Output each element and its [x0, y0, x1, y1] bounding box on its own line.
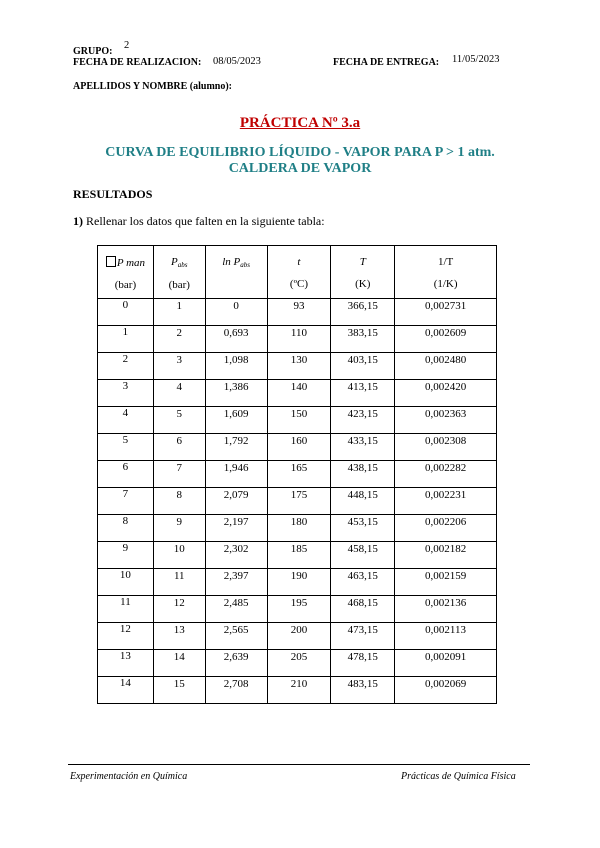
cell-ln-p-abs: 2,708	[205, 677, 267, 704]
header-inverse-t-unit: (1/K)	[433, 278, 458, 290]
cell-inverse-t: 0,002069	[395, 677, 497, 704]
cell-ln-p-abs: 0,693	[205, 326, 267, 353]
cell-p-man: 6	[98, 461, 154, 488]
subtitle-line-1: CURVA DE EQUILIBRIO LÍQUIDO - VAPOR PARA P > 1 atm.	[105, 145, 495, 160]
instruction	[73, 214, 325, 229]
cell-inverse-t: 0,002282	[395, 461, 497, 488]
table-row	[98, 353, 497, 380]
header-ln-p-abs-sub: abs	[240, 261, 250, 269]
table-row	[98, 515, 497, 542]
cell-inverse-t: 0,002206	[395, 515, 497, 542]
cell-p-man: 0	[98, 299, 154, 326]
header-p-abs-unit: (bar)	[168, 279, 190, 291]
cell-t-kelvin: 403,15	[331, 353, 395, 380]
cell-ln-p-abs: 2,197	[205, 515, 267, 542]
cell-ln-p-abs: 2,639	[205, 650, 267, 677]
instruction-number: 1)	[73, 214, 83, 228]
cell-t-celsius: 150	[267, 407, 331, 434]
cell-inverse-t: 0,002091	[395, 650, 497, 677]
cell-t-kelvin: 423,15	[331, 407, 395, 434]
cell-p-man: 2	[98, 353, 154, 380]
cell-ln-p-abs: 1,946	[205, 461, 267, 488]
header-inverse-t-text: 1/T	[437, 256, 454, 268]
cell-ln-p-abs: 1,792	[205, 434, 267, 461]
table-row	[98, 596, 497, 623]
table-row	[98, 380, 497, 407]
cell-p-abs: 13	[153, 623, 205, 650]
cell-t-celsius: 190	[267, 569, 331, 596]
cell-ln-p-abs: 1,609	[205, 407, 267, 434]
grupo-label: GRUPO:	[73, 46, 113, 57]
table-row	[98, 569, 497, 596]
cell-p-man: 7	[98, 488, 154, 515]
header-p-abs-symbol: P	[171, 256, 178, 268]
cell-inverse-t: 0,002113	[395, 623, 497, 650]
instruction-text: Rellenar los datos que falten en la siguiente tabla:	[83, 214, 325, 228]
cell-t-celsius: 185	[267, 542, 331, 569]
cell-p-abs: 11	[153, 569, 205, 596]
header-t-celsius	[267, 246, 331, 299]
cell-p-man: 11	[98, 596, 154, 623]
cell-p-man: 1	[98, 326, 154, 353]
cell-p-man: 8	[98, 515, 154, 542]
cell-t-celsius: 160	[267, 434, 331, 461]
cell-p-abs: 9	[153, 515, 205, 542]
table-row	[98, 623, 497, 650]
header-ln-p-abs-symbol: ln P	[222, 256, 241, 268]
header-p-abs-sub: abs	[177, 261, 188, 269]
cell-p-abs: 1	[153, 299, 205, 326]
header-t-kelvin-unit: (K)	[355, 278, 371, 290]
cell-p-abs: 5	[153, 407, 205, 434]
cell-p-abs: 4	[153, 380, 205, 407]
fecha-realizacion-value: 08/05/2023	[213, 56, 261, 67]
cell-inverse-t: 0,002159	[395, 569, 497, 596]
cell-t-kelvin: 463,15	[331, 569, 395, 596]
fecha-realizacion-label: FECHA DE REALIZACION:	[73, 57, 202, 68]
cell-p-abs: 7	[153, 461, 205, 488]
cell-p-man: 9	[98, 542, 154, 569]
cell-p-man: 12	[98, 623, 154, 650]
cell-t-kelvin: 458,15	[331, 542, 395, 569]
cell-t-kelvin: 468,15	[331, 596, 395, 623]
cell-ln-p-abs: 2,485	[205, 596, 267, 623]
cell-inverse-t: 0,002136	[395, 596, 497, 623]
cell-p-abs: 3	[153, 353, 205, 380]
table-row	[98, 677, 497, 704]
cell-t-celsius: 175	[267, 488, 331, 515]
footer-right: Prácticas de Química Física	[401, 771, 516, 782]
cell-t-celsius: 195	[267, 596, 331, 623]
cell-inverse-t: 0,002363	[395, 407, 497, 434]
fecha-entrega-label: FECHA DE ENTREGA:	[333, 57, 440, 68]
cell-p-man: 14	[98, 677, 154, 704]
cell-p-man: 3	[98, 380, 154, 407]
table-row	[98, 542, 497, 569]
cell-t-kelvin: 366,15	[331, 299, 395, 326]
footer-left: Experimentación en Química	[70, 771, 188, 782]
cell-t-kelvin: 433,15	[331, 434, 395, 461]
cell-ln-p-abs: 1,098	[205, 353, 267, 380]
header-t-celsius-symbol: t	[297, 256, 301, 268]
cell-ln-p-abs: 0	[205, 299, 267, 326]
table-row	[98, 299, 497, 326]
cell-ln-p-abs: 2,079	[205, 488, 267, 515]
results-table	[97, 245, 497, 704]
table-row	[98, 461, 497, 488]
cell-t-celsius: 180	[267, 515, 331, 542]
cell-ln-p-abs: 2,565	[205, 623, 267, 650]
section-title: RESULTADOS	[73, 187, 153, 201]
header-p-abs	[153, 246, 205, 299]
subtitle-line-2: CALDERA DE VAPOR	[228, 161, 372, 176]
cell-t-kelvin: 483,15	[331, 677, 395, 704]
cell-t-kelvin: 478,15	[331, 650, 395, 677]
cell-p-man: 4	[98, 407, 154, 434]
cell-p-man: 5	[98, 434, 154, 461]
cell-ln-p-abs: 2,397	[205, 569, 267, 596]
cell-inverse-t: 0,002420	[395, 380, 497, 407]
cell-t-celsius: 110	[267, 326, 331, 353]
cell-t-kelvin: 473,15	[331, 623, 395, 650]
header-p-man	[98, 246, 154, 299]
cell-ln-p-abs: 1,386	[205, 380, 267, 407]
cell-t-celsius: 210	[267, 677, 331, 704]
header-inverse-t	[395, 246, 497, 299]
table-row	[98, 434, 497, 461]
header-t-kelvin	[331, 246, 395, 299]
practica-title: PRÁCTICA Nº 3.a	[239, 115, 361, 131]
cell-p-abs: 6	[153, 434, 205, 461]
fecha-entrega-value: 11/05/2023	[452, 54, 500, 65]
cell-p-abs: 14	[153, 650, 205, 677]
table-row	[98, 326, 497, 353]
cell-inverse-t: 0,002480	[395, 353, 497, 380]
header-ln-p-abs	[205, 246, 267, 299]
header-p-man-symbol: P man	[116, 257, 146, 269]
footer-divider	[68, 764, 530, 765]
cell-t-kelvin: 413,15	[331, 380, 395, 407]
cell-t-celsius: 165	[267, 461, 331, 488]
cell-inverse-t: 0,002609	[395, 326, 497, 353]
cell-t-celsius: 130	[267, 353, 331, 380]
table-header-row	[98, 246, 497, 299]
cell-t-kelvin: 383,15	[331, 326, 395, 353]
table-row	[98, 488, 497, 515]
cell-t-kelvin: 438,15	[331, 461, 395, 488]
cell-p-abs: 10	[153, 542, 205, 569]
table-row	[98, 650, 497, 677]
cell-t-celsius: 93	[267, 299, 331, 326]
cell-p-man: 13	[98, 650, 154, 677]
header-p-man-unit: (bar)	[114, 279, 137, 291]
table-row	[98, 407, 497, 434]
delta-glyph-icon	[106, 256, 116, 267]
table-body	[98, 299, 497, 704]
cell-p-abs: 12	[153, 596, 205, 623]
cell-inverse-t: 0,002231	[395, 488, 497, 515]
cell-t-celsius: 140	[267, 380, 331, 407]
header-inverse-t-symbol	[395, 256, 496, 268]
cell-inverse-t: 0,002308	[395, 434, 497, 461]
header-t-kelvin-symbol: T	[359, 256, 366, 268]
header-t-celsius-unit: (ºC)	[289, 278, 308, 290]
cell-t-kelvin: 453,15	[331, 515, 395, 542]
cell-p-abs: 15	[153, 677, 205, 704]
cell-t-kelvin: 448,15	[331, 488, 395, 515]
cell-t-celsius: 200	[267, 623, 331, 650]
cell-ln-p-abs: 2,302	[205, 542, 267, 569]
apellidos-label: APELLIDOS Y NOMBRE (alumno):	[73, 81, 232, 92]
cell-t-celsius: 205	[267, 650, 331, 677]
cell-inverse-t: 0,002731	[395, 299, 497, 326]
cell-inverse-t: 0,002182	[395, 542, 497, 569]
cell-p-abs: 8	[153, 488, 205, 515]
cell-p-abs: 2	[153, 326, 205, 353]
cell-p-man: 10	[98, 569, 154, 596]
grupo-value: 2	[124, 40, 130, 51]
